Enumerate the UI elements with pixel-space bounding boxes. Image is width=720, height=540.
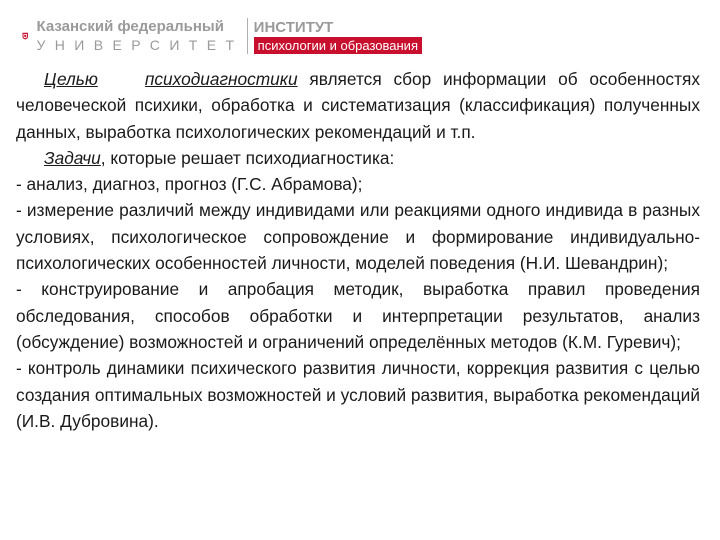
tasks-term: Задачи — [44, 147, 101, 168]
university-name — [36, 18, 243, 54]
kfu-shield-logo-icon — [22, 21, 28, 51]
institute-name-line2: психологии и образования — [254, 37, 422, 54]
goal-term: Целью — [44, 69, 98, 89]
institute-name-line1: ИНСТИТУТ — [253, 18, 334, 36]
goal-text: является сбор информации об особенностях человеческой психики, обработка и систематизация (классификация) полученных данных, выработка психологических рекомендаций и т.п. — [16, 69, 700, 142]
university-name-line1: Казанский федеральный — [36, 18, 224, 35]
goal-paragraph — [16, 66, 700, 145]
slide-text — [16, 66, 700, 434]
psychodiagnostics-term: психодиагностики — [144, 69, 298, 89]
task-item-3: - конструирование и апробация методик, выработка правил проведения обследования, способов обработки и интерпретации результатов, анализ (обсуждение) возможностей и ограничений определённых методов (К.М. Гуревич); — [16, 279, 700, 352]
task-item-1: - анализ, диагноз, прогноз (Г.С. Абрамова); — [16, 174, 363, 195]
tasks-heading-text: , которые решает психодиагностика: — [100, 147, 395, 168]
university-name-line2: УНИВЕРСИТЕТ — [36, 37, 244, 53]
tasks-heading — [16, 145, 700, 171]
header — [22, 14, 422, 58]
task-item-2: - измерение различий между индивидами или реакциями одного индивида в разных условиях, психологическое сопровождение и формирование индивидуально-психологических особенностей личности, моделей поведения (Н.И. Шевандрин); — [16, 200, 700, 274]
institute-name — [254, 19, 422, 54]
task-item-4: - контроль динамики психического развития личности, коррекция развития с целью создания оптимальных возможностей и условий развития, выработка рекомендаций (И.В. Дубровина). — [16, 358, 700, 431]
